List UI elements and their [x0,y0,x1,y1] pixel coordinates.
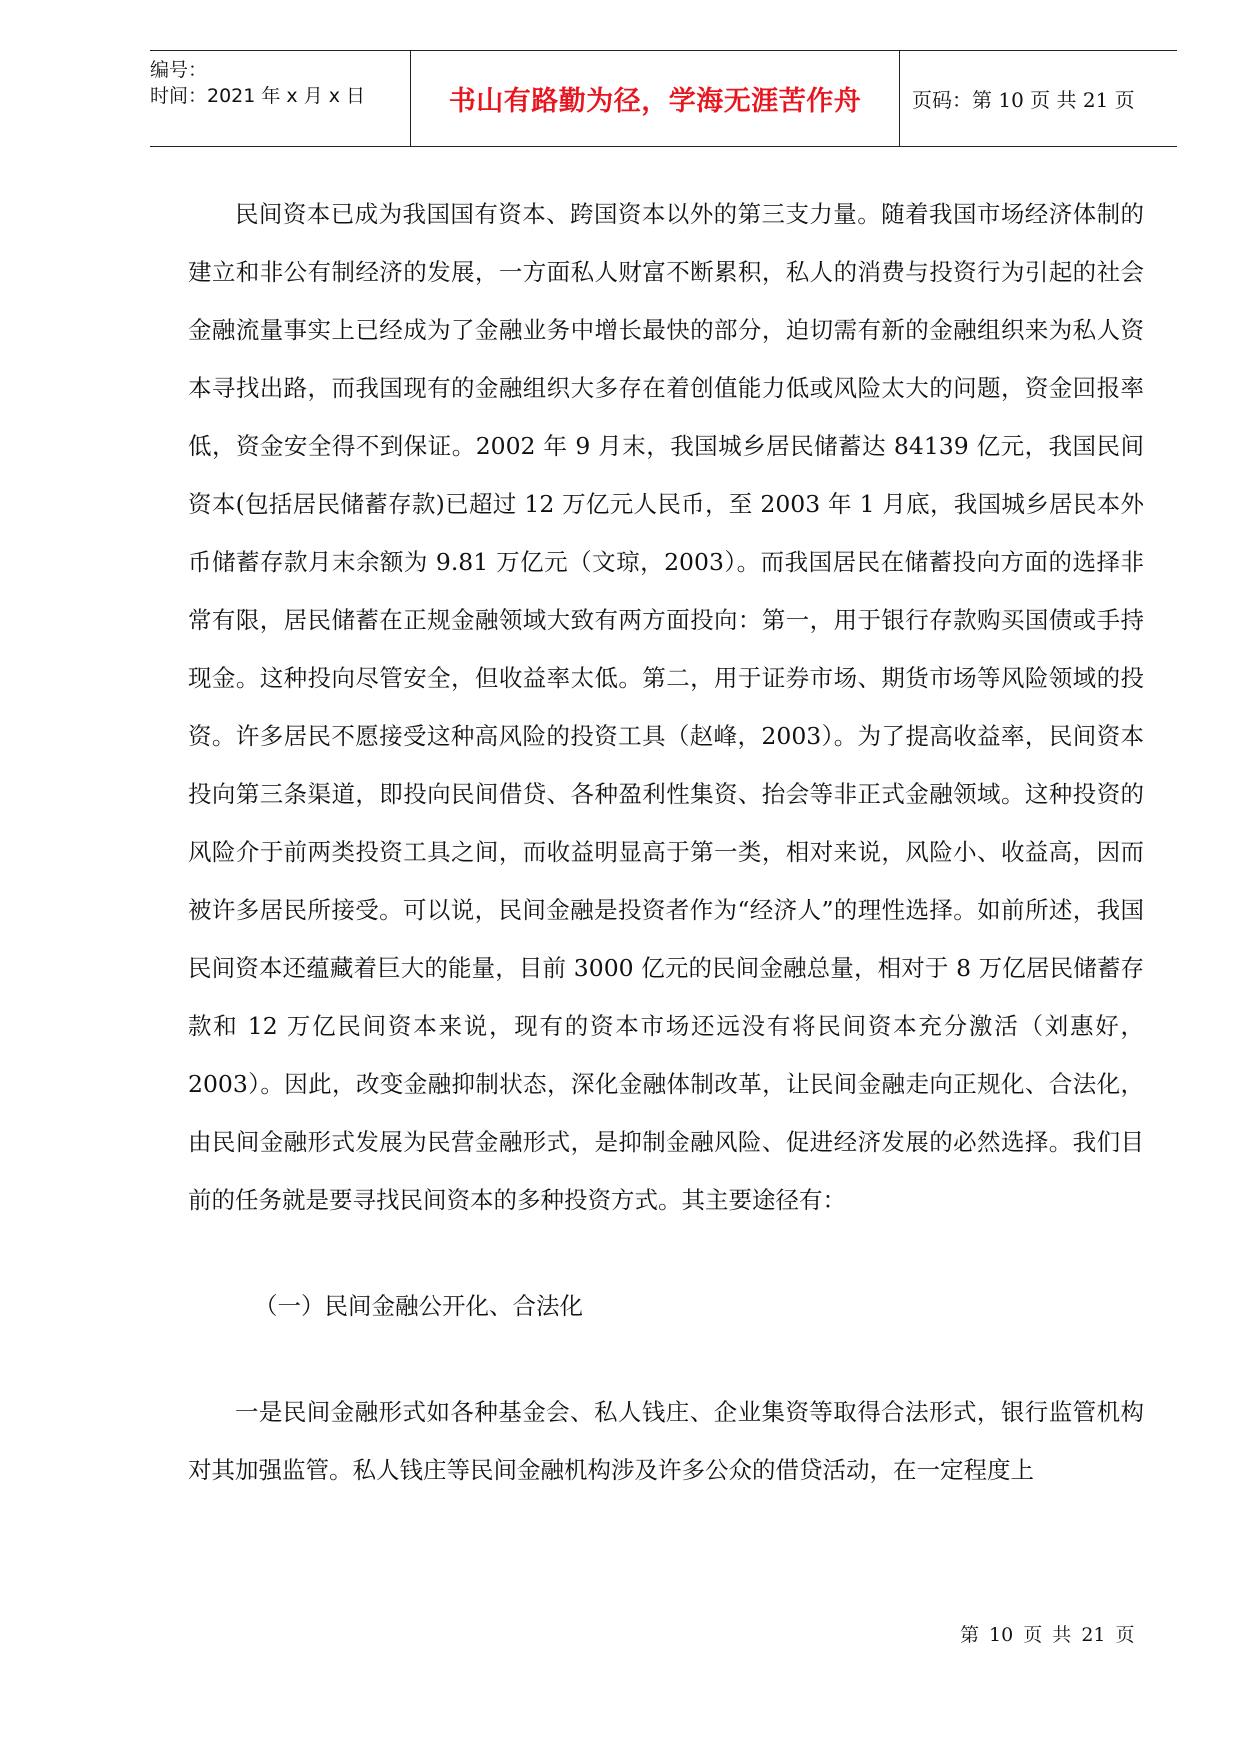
header-page-info: 页码：第 10 页 共 21 页 [912,88,1135,112]
body-paragraph-2: 一是民间金融形式如各种基金会、私人钱庄、企业集资等取得合法形式，银行监管机构对其加强监管。私人钱庄等民间金融机构涉及许多公众的借贷活动，在一定程度上 [188,1398,1144,1484]
document-number-label: 编号： [150,59,208,81]
document-time-label: 时间：2021 年 x 月 x 日 [150,85,366,107]
body-paragraph-1: 民间资本已成为我国国有资本、跨国资本以外的第三支力量。随着我国市场经济体制的建立和非公有制经济的发展，一方面私人财富不断累积，私人的消费与投资行为引起的社会金融流量事实上已经成为了金融业务中增长最快的部分，迫切需有新的金融组织来为私人资本寻找出路，而我国现有的金融组织大多存在着创值能力低或风险太大的问题，资金回报率低，资金安全得不到保证。2002 年 9 月末，我国城乡居民储蓄达 84139 亿元，我国民间资本(包括居民储蓄存款)已超过 12 万亿元人民币，至 2003 年 1 月底，我国城乡居民本外币储蓄存款月末余额为 9.81 万亿元（文琼，2003）。而我国居民在储蓄投向方面的选择非常有限，居民储蓄在正规金融领域大致有两方面投向：第一，用于银行存款购买国债或手持现金。这种投向尽管安全，但收益率太低。第二，用于证券市场、期货市场等风险领域的投资。许多居民不愿接受这种高风险的投资工具（赵峰，2003）。为了提高收益率，民间资本投向第三条渠道，即投向民间借贷、各种盈利性集资、抬会等非正式金融领域。这种投资的风险介于前两类投资工具之间，而收益明显高于第一类，相对来说，风险小、收益高，因而被许多居民所接受。可以说，民间金融是投资者作为“经济人”的理性选择。如前所述，我国民间资本还蕴藏着巨大的能量，目前 3000 亿元的民间金融总量，相对于 8 万亿居民储蓄存款和 12 万亿民间资本来说，现有的资本市场还远没有将民间资本充分激活（刘惠好，2003）。因此，改变金融抑制状态，深化金融体制改革，让民间金融走向正规化、合法化，由民间金融形式发展为民营金融形式，是抑制金融风险、促进经济发展的必然选择。我们目前的任务就是要寻找民间资本的多种投资方式。其主要途径有： [188,200,1144,1214]
paragraph-spacer [188,1229,1144,1277]
header-motto: 书山有路勤为径，学海无涯苦作舟 [448,86,862,117]
section-heading-1: （一）民间金融公开化、合法化 [254,1292,583,1320]
footer-page-number: 第 10 页 共 21 页 [960,1624,1135,1646]
page-footer [960,1620,1135,1647]
page-header [150,50,1177,147]
header-meta [150,51,410,146]
document-body [188,185,1144,1499]
header-motto-cell [410,51,900,146]
paragraph-spacer [188,1335,1144,1383]
header-page-info-cell [898,51,1177,146]
